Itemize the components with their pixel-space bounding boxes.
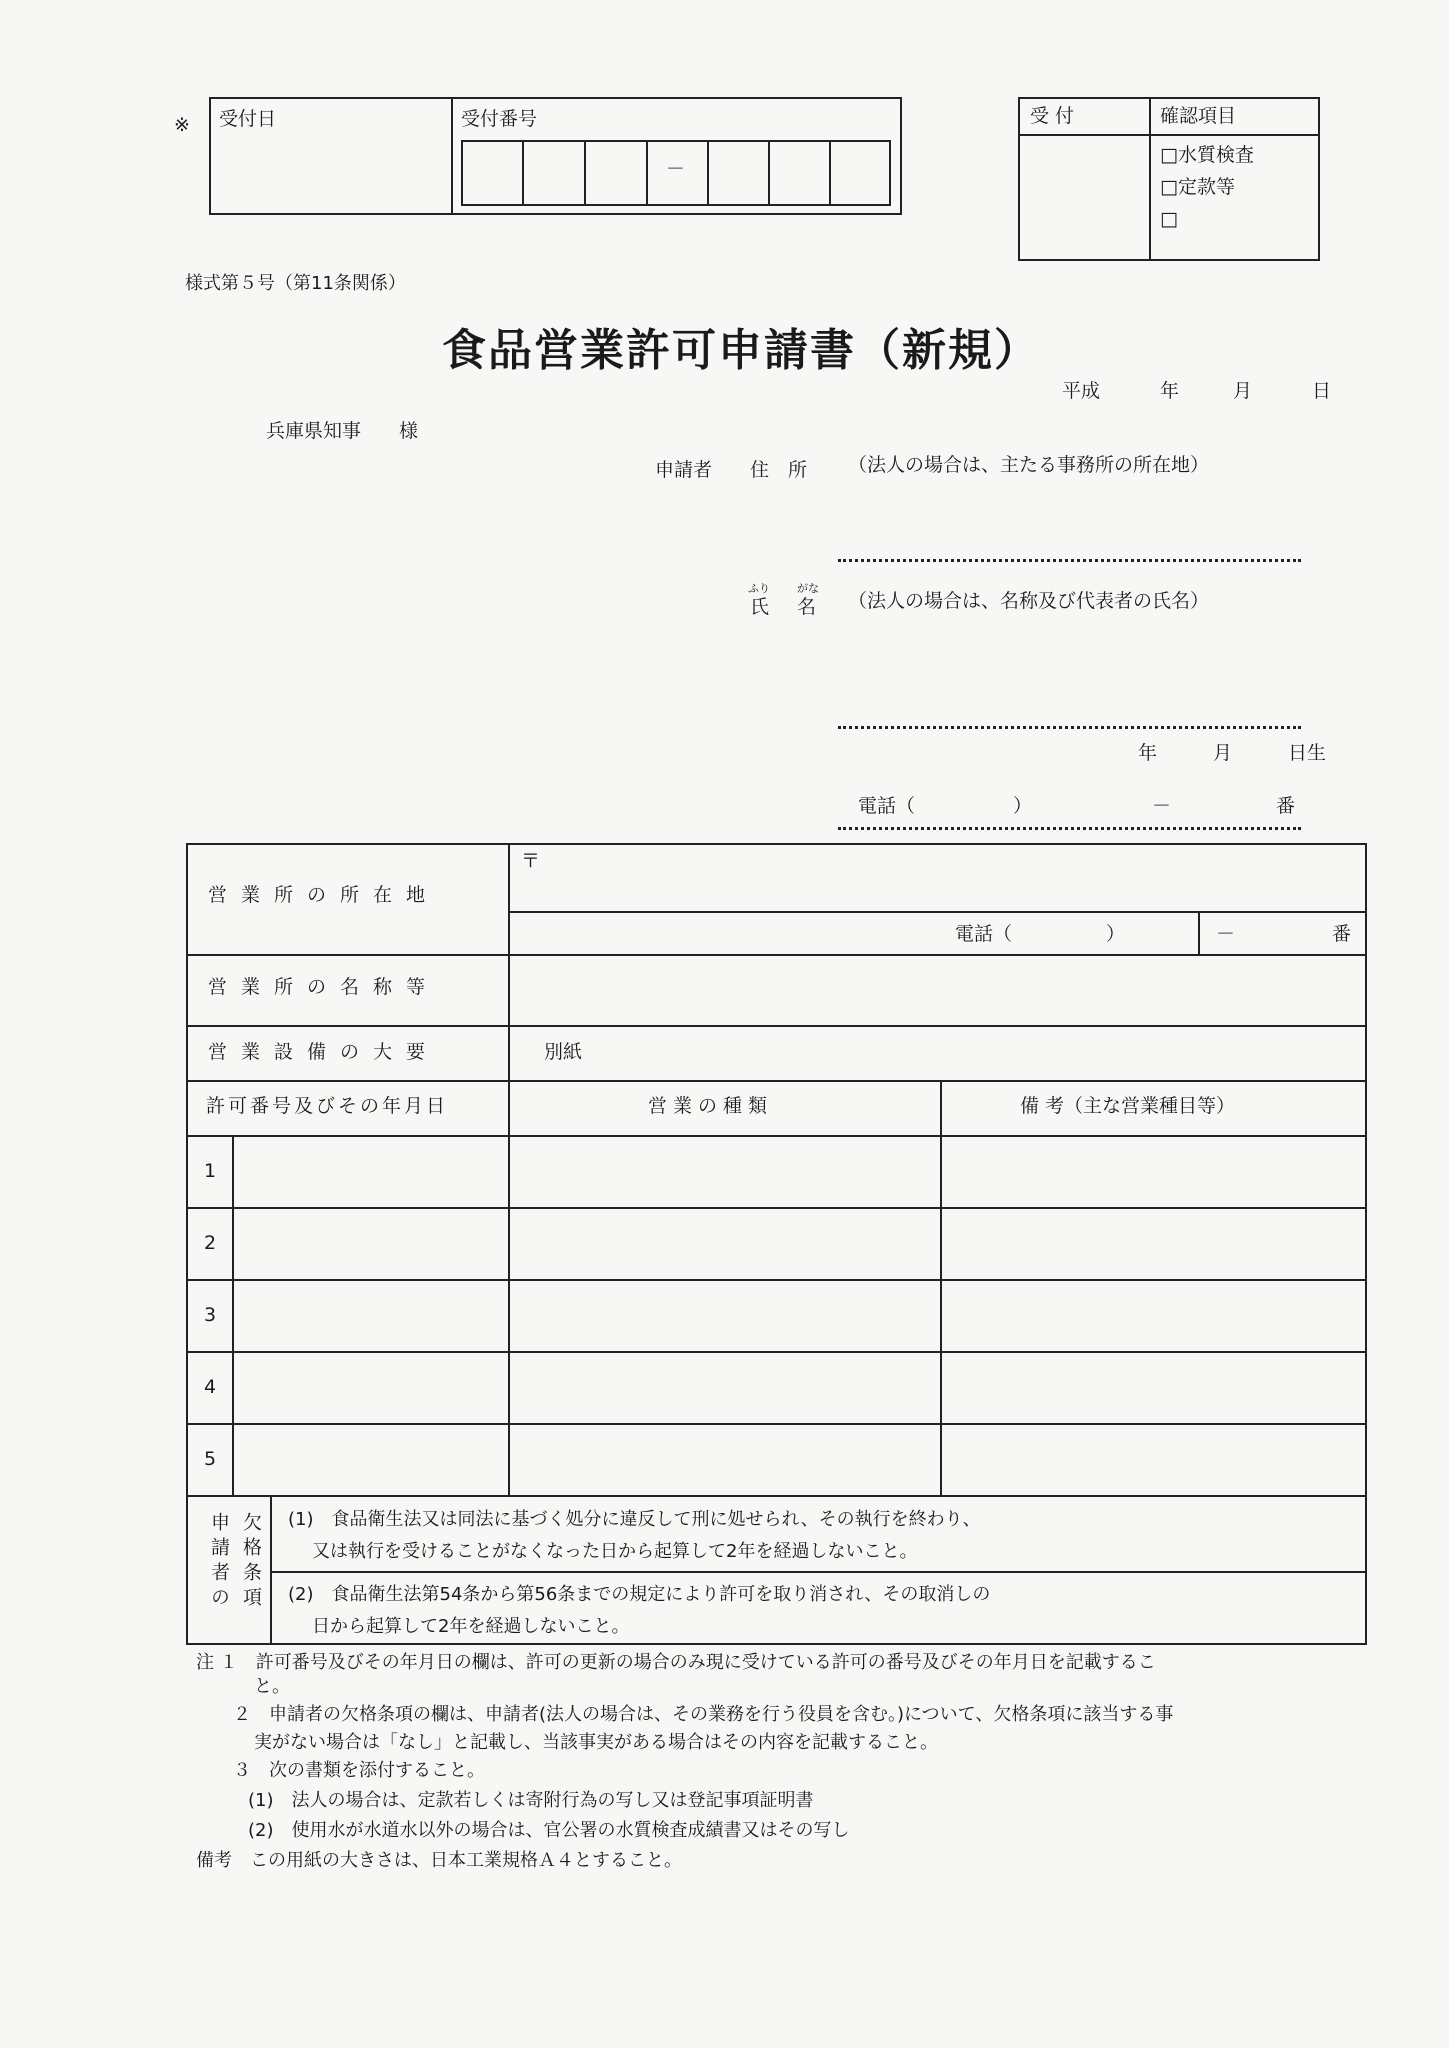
reception-number-dash: － bbox=[666, 158, 686, 180]
check-items-label: 確認項目 bbox=[1160, 105, 1237, 127]
addressee: 兵庫県知事 様 bbox=[266, 420, 419, 442]
applicant-phone-label: 電話（ bbox=[858, 795, 916, 817]
location-phone-suffix: 番 bbox=[1332, 923, 1352, 945]
location-phone-paren: ） bbox=[1106, 923, 1126, 945]
note-2-line2: 実がない場合は「なし」と記載し、当該事実がある場合はその内容を記載すること。 bbox=[254, 1732, 938, 1753]
note-1-line1: 注 １ 許可番号及びその年月日の欄は、許可の更新の場合のみ現に受けている許可の番号及びその年月日を記載するこ bbox=[196, 1652, 1156, 1673]
applicant-label: 申請者 bbox=[655, 459, 713, 481]
disq-clause-2-line2: 日から起算して2年を経過しないこと。 bbox=[312, 1616, 630, 1637]
business-name-label: 営業所の名称等 bbox=[208, 976, 440, 998]
disq-clause-2-line1: (2) 食品衛生法第54条から第56条までの規定により許可を取り消され、その取消しの bbox=[288, 1584, 991, 1605]
disq-label-col1: 申請者の bbox=[208, 1512, 230, 1612]
note-3-item-2: (2) 使用水が水道水以外の場合は、官公署の水質検査成績書又はその写し bbox=[248, 1820, 850, 1841]
equipment-value: 別紙 bbox=[544, 1041, 583, 1063]
applicant-phone-suffix: 番 bbox=[1276, 795, 1296, 817]
ruby-gana: がな bbox=[797, 582, 819, 595]
row-number-4: 4 bbox=[204, 1376, 217, 1398]
note-1-line2: と。 bbox=[254, 1676, 290, 1697]
birth-day: 日生 bbox=[1288, 742, 1327, 764]
permit-header: 許可番号及びその年月日 bbox=[206, 1095, 449, 1117]
row-number-2: 2 bbox=[204, 1232, 217, 1254]
disq-clause-1-line1: (1) 食品衛生法又は同法に基づく処分に違反して刑に処せられ、その執行を終わり、 bbox=[288, 1509, 981, 1530]
birth-month: 月 bbox=[1213, 742, 1233, 764]
reception-date-label: 受付日 bbox=[219, 108, 277, 130]
location-field[interactable] bbox=[540, 848, 1360, 906]
applicant-address-field[interactable] bbox=[838, 490, 1301, 555]
check-item-blank[interactable]: □ bbox=[1160, 208, 1178, 230]
remarks-header: 備 考（主な営業種目等） bbox=[1020, 1095, 1236, 1117]
applicant-name-label-1: 氏 bbox=[750, 596, 770, 618]
disq-clause-1-line2: 又は執行を受けることがなくなった日から起算して2年を経過しないこと。 bbox=[312, 1541, 918, 1562]
applicant-address-note: （法人の場合は、主たる事務所の所在地） bbox=[848, 454, 1210, 476]
row-number-3: 3 bbox=[204, 1304, 217, 1326]
date-month: 月 bbox=[1233, 380, 1253, 402]
date-day: 日 bbox=[1312, 380, 1332, 402]
page-title: 食品営業許可申請書（新規） bbox=[442, 325, 1040, 376]
birth-year: 年 bbox=[1138, 742, 1158, 764]
check-item-articles[interactable]: □定款等 bbox=[1160, 176, 1235, 198]
reception-mark: ※ bbox=[174, 114, 190, 136]
postal-mark: 〒 bbox=[521, 850, 541, 872]
applicant-address-label: 住 所 bbox=[750, 459, 808, 481]
disq-label-col2: 欠格条項 bbox=[240, 1512, 262, 1612]
location-phone-label: 電話（ bbox=[955, 923, 1013, 945]
applicant-name-label-2: 名 bbox=[797, 596, 817, 618]
location-phone-dash: － bbox=[1216, 923, 1236, 945]
date-year: 年 bbox=[1160, 380, 1180, 402]
row-number-1: 1 bbox=[204, 1160, 217, 1182]
business-name-field[interactable] bbox=[512, 958, 1362, 1020]
note-2-line1: ２ 申請者の欠格条項の欄は、申請者(法人の場合は、その業務を行う役員を含む。)について、欠格条項に該当する事 bbox=[233, 1704, 1174, 1725]
note-3: ３ 次の書類を添付すること。 bbox=[233, 1760, 485, 1781]
check-reception-label: 受 付 bbox=[1030, 105, 1075, 127]
remarks-note: 備考 この用紙の大きさは、日本工業規格Ａ４とすること。 bbox=[196, 1850, 682, 1871]
reception-date-field[interactable] bbox=[219, 140, 439, 205]
applicant-phone-paren: ） bbox=[1013, 795, 1033, 817]
location-label: 営業所の所在地 bbox=[208, 884, 440, 906]
ruby-furi: ふり bbox=[748, 582, 770, 595]
applicant-name-note: （法人の場合は、名称及び代表者の氏名） bbox=[848, 590, 1210, 612]
reception-number-label: 受付番号 bbox=[461, 108, 538, 130]
note-3-item-1: (1) 法人の場合は、定款若しくは寄附行為の写し又は登記事項証明書 bbox=[248, 1790, 814, 1811]
business-type-header: 営業の種類 bbox=[648, 1095, 774, 1117]
applicant-phone-dash: － bbox=[1152, 795, 1172, 817]
form-number: 様式第５号（第11条関係） bbox=[185, 273, 406, 294]
row-number-5: 5 bbox=[204, 1448, 217, 1470]
date-era: 平成 bbox=[1062, 380, 1101, 402]
check-item-water[interactable]: □水質検査 bbox=[1160, 144, 1254, 166]
equipment-label: 営業設備の大要 bbox=[208, 1041, 440, 1063]
applicant-name-field[interactable] bbox=[838, 625, 1301, 720]
